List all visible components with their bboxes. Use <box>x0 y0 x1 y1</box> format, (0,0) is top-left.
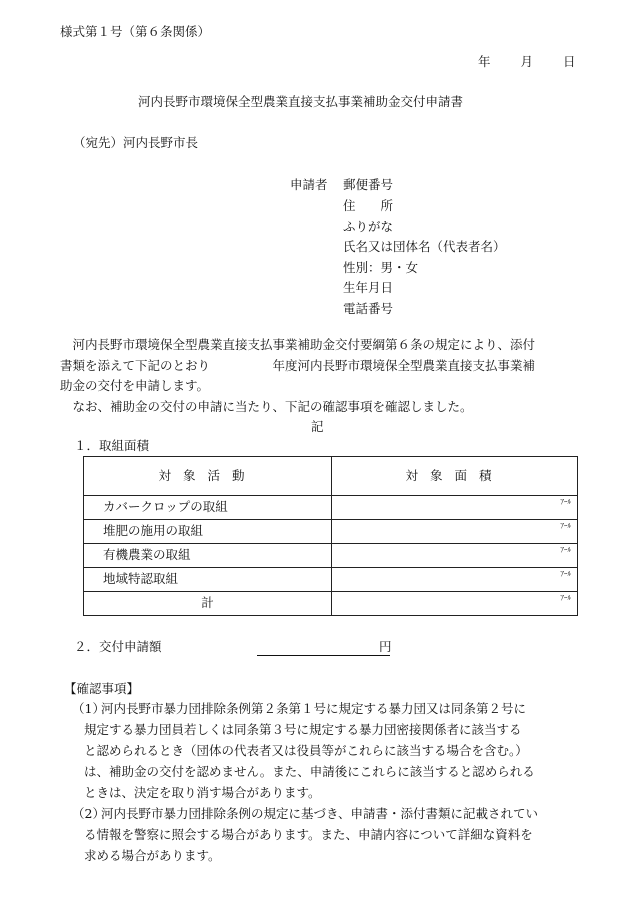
field-address: 住 所 <box>343 198 394 213</box>
area-input-cell[interactable] <box>332 544 578 568</box>
field-postal-code: 郵便番号 <box>343 177 394 192</box>
total-label: 計 <box>84 592 332 616</box>
activity-cell: カバークロップの取組 <box>84 496 332 520</box>
yen-label: 円 <box>379 639 392 654</box>
unit-label: ｱｰﾙ <box>560 594 571 602</box>
body-line-4: なお、補助金の交付の申請に当たり、下記の確認事項を確認しました。 <box>60 399 473 414</box>
confirmation-item1-number: （1） <box>72 701 105 716</box>
addressee: （宛先）河内長野市長 <box>73 135 199 150</box>
body-line-2: 書類を添えて下記のとおり 年度河内長野市環境保全型農業直接支払事業補 <box>60 358 536 373</box>
confirmation-heading: 【確認事項】 <box>64 681 140 696</box>
body-line-1: 河内長野市環境保全型農業直接支払事業補助金交付要綱第６条の規定により、添付 <box>60 337 536 352</box>
date-line <box>478 56 576 69</box>
form-number: 様式第１号（第６条関係） <box>60 24 211 39</box>
activity-cell: 堆肥の施用の取組 <box>84 520 332 544</box>
col-activity-header: 対象活動 <box>84 457 332 496</box>
area-input-cell[interactable] <box>332 568 578 592</box>
field-birthdate: 生年月日 <box>343 280 394 295</box>
total-area-cell[interactable] <box>332 592 578 616</box>
unit-label: ｱｰﾙ <box>560 546 571 554</box>
area-table <box>83 456 578 616</box>
confirmation-item2-line: 河内長野市暴力団排除条例の規定に基づき、申請書・添付書類に記載されてい <box>101 806 539 821</box>
area-input-cell[interactable] <box>332 496 578 520</box>
field-phone: 電話番号 <box>343 301 394 316</box>
table-row <box>84 496 578 520</box>
confirmation-item1-line: は、補助金の交付を認めません。また、申請後にこれらに該当すると認められる <box>84 764 535 779</box>
amount-field[interactable] <box>257 655 390 656</box>
activity-cell: 有機農業の取組 <box>84 544 332 568</box>
unit-label: ｱｰﾙ <box>560 498 571 506</box>
document-title: 河内長野市環境保全型農業直接支払事業補助金交付申請書 <box>138 94 464 109</box>
area-input-cell[interactable] <box>332 520 578 544</box>
confirmation-item2-number: （2） <box>72 806 105 821</box>
table-row <box>84 520 578 544</box>
table-total-row <box>84 592 578 616</box>
body-line-3: 助金の交付を申請します。 <box>60 378 210 393</box>
date-month: 月 <box>520 54 534 69</box>
unit-label: ｱｰﾙ <box>560 522 571 530</box>
confirmation-item1-line: 河内長野市暴力団排除条例第２条第１号に規定する暴力団又は同条第２号に <box>101 701 527 716</box>
confirmation-item2-line: る情報を警察に照会する場合があります。また、申請内容について詳細な資料を <box>84 827 533 842</box>
section2-title: ２．交付申請額 <box>74 639 162 654</box>
table-row <box>84 568 578 592</box>
confirmation-item1-line: と認められるとき（団体の代表者又は役員等がこれらに該当する場合を含む。） <box>84 743 528 758</box>
field-furigana: ふりがな <box>343 219 394 234</box>
table-row <box>84 544 578 568</box>
applicant-label: 申請者 <box>290 177 328 192</box>
confirmation-item1-line: ときは、決定を取り消す場合があります。 <box>84 785 321 800</box>
date-year: 年 <box>478 54 491 69</box>
activity-cell: 地域特認取組 <box>84 568 332 592</box>
col-area-header: 対象面積 <box>332 457 578 496</box>
section1-title: １．取組面積 <box>74 438 150 453</box>
unit-label: ｱｰﾙ <box>560 570 571 578</box>
date-day: 日 <box>563 54 576 69</box>
table-header-row <box>84 457 578 496</box>
field-name: 氏名又は団体名（代表者名） <box>343 239 506 254</box>
field-gender: 性別：男・女 <box>343 260 419 275</box>
ki-marker: 記 <box>311 419 324 434</box>
confirmation-item2-line: 求める場合があります。 <box>84 848 221 863</box>
confirmation-item1-line: 規定する暴力団員若しくは同条第３号に規定する暴力団密接関係者に該当する <box>84 722 522 737</box>
